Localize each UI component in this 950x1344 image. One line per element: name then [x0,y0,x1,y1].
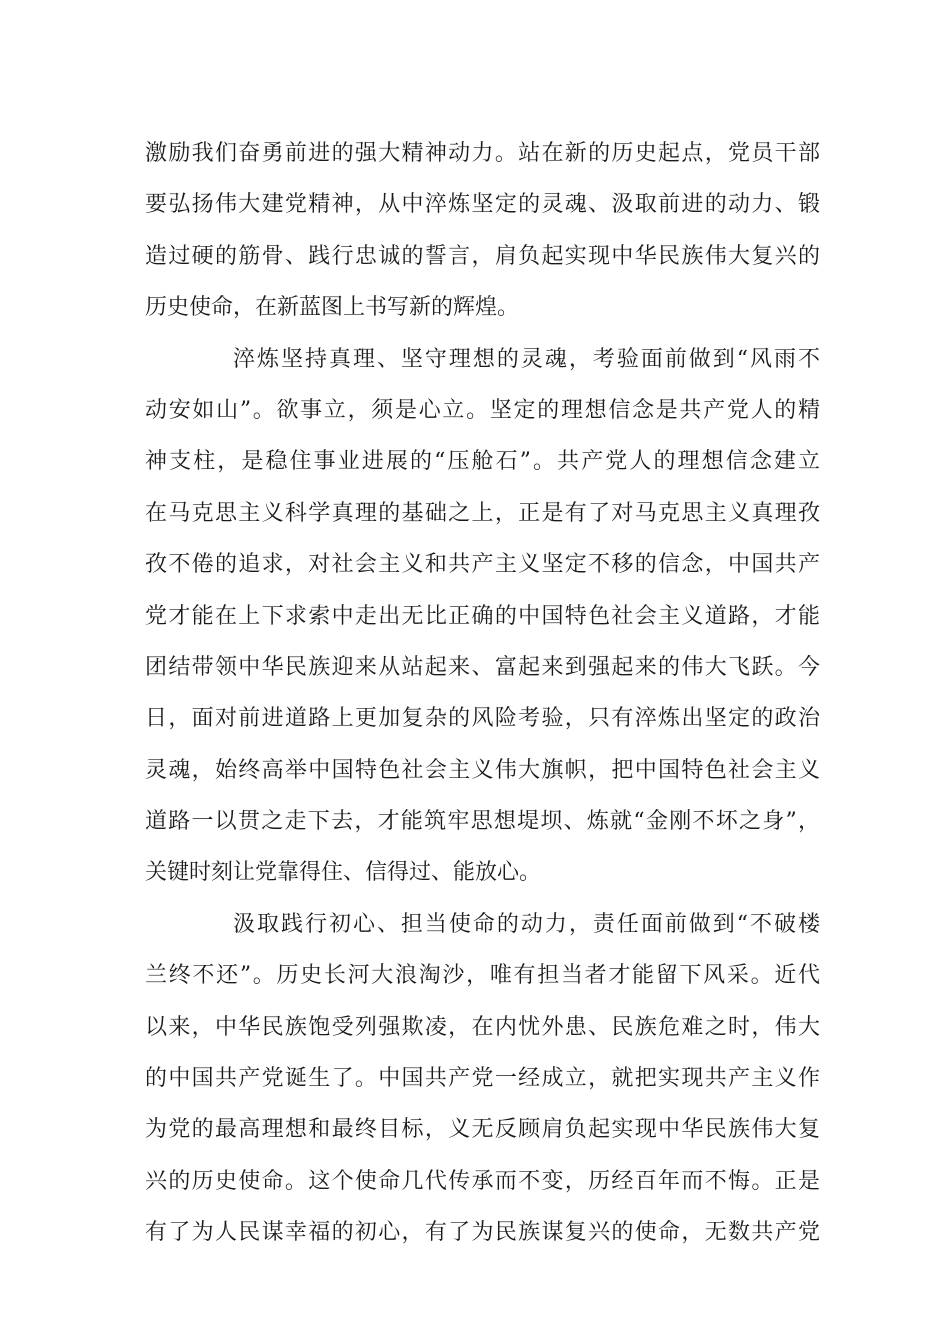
text-line: 孜不倦的追求，对社会主义和共产主义坚定不移的信念，中国共产 [145,552,820,578]
paragraph [145,899,820,1259]
text-line: 兴的历史使命。这个使命几代传承而不变，历经百年而不悔。正是 [145,1168,820,1194]
paragraph [145,128,820,334]
text-line: 日，面对前进道路上更加复杂的风险考验，只有淬炼出坚定的政治 [145,706,820,732]
text-line: 要弘扬伟大建党精神，从中淬炼坚定的灵魂、汲取前进的动力、锻 [145,192,820,218]
text-line: 有了为人民谋幸福的初心，有了为民族谋复兴的使命，无数共产党 [145,1220,820,1246]
text-line: 神支柱，是稳住事业进展的“压舱石”。共产党人的理想信念建立 [145,449,820,475]
text-line: 汲取践行初心、担当使命的动力，责任面前做到“不破楼 [233,911,820,937]
text-line: 团结带领中华民族迎来从站起来、富起来到强起来的伟大飞跃。今 [145,654,820,680]
text-line: 激励我们奋勇前进的强大精神动力。站在新的历史起点，党员干部 [145,141,820,166]
text-line: 关键时刻让党靠得住、信得过、能放心。 [145,860,542,886]
text-line: 造过硬的筋骨、践行忠诚的誓言，肩负起实现中华民族伟大复兴的 [145,243,820,269]
text-line: 以来，中华民族饱受列强欺凌，在内忧外患、民族危难之时，伟大 [145,1014,820,1040]
paragraph [145,334,820,899]
text-line: 淬炼坚持真理、坚守理想的灵魂，考验面前做到“风雨不 [233,346,820,372]
text-line: 道路一以贯之走下去，才能筑牢思想堤坝、炼就“金刚不坏之身”， [145,809,820,835]
text-line: 在马克思主义科学真理的基础之上，正是有了对马克思主义真理孜 [145,500,820,526]
document-body [145,128,820,1259]
text-line: 动安如山”。欲事立，须是心立。坚定的理想信念是共产党人的精 [145,397,820,423]
text-line: 灵魂，始终高举中国特色社会主义伟大旗帜，把中国特色社会主义 [145,757,820,783]
text-line: 的中国共产党诞生了。中国共产党一经成立，就把实现共产主义作 [145,1066,820,1092]
text-line: 历史使命，在新蓝图上书写新的辉煌。 [145,295,520,321]
text-line: 兰终不还”。历史长河大浪淘沙，唯有担当者才能留下风采。近代 [145,963,820,989]
text-line: 党才能在上下求索中走出无比正确的中国特色社会主义道路，才能 [145,603,820,629]
text-line: 为党的最高理想和最终目标，义无反顾肩负起实现中华民族伟大复 [145,1117,820,1143]
